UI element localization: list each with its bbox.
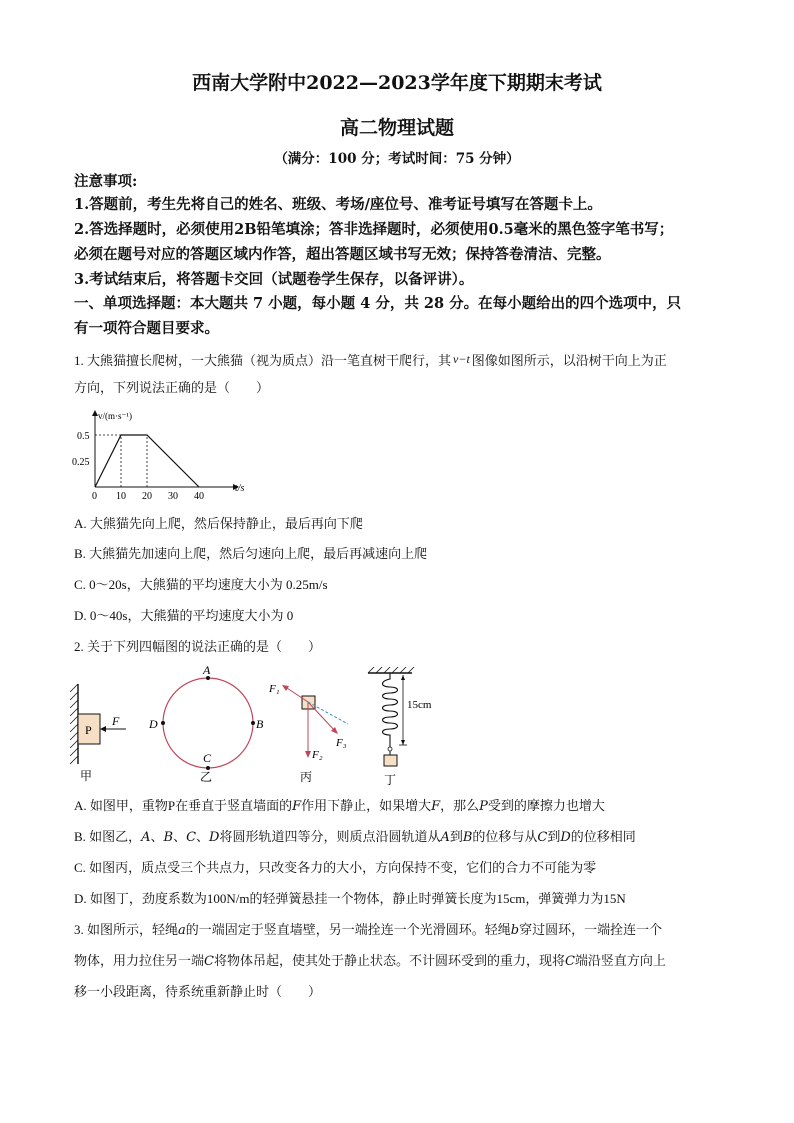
vt-graph — [72, 405, 252, 500]
q1-option-a: A. 大熊猫先向上爬，然后保持静止，最后再向下爬 — [74, 516, 363, 531]
fig-jia-label: 甲 — [80, 769, 93, 783]
exam-title: 西南大学附中2022—2023学年度下期期末考试 — [192, 72, 602, 94]
point-b-label: B — [256, 717, 264, 731]
q1-option-c: C. 0～20s，大熊猫的平均速度大小为 0.25m/s — [74, 577, 328, 592]
exam-subtitle: 高二物理试题 — [339, 117, 454, 139]
x-tick-label: 30 — [168, 491, 178, 500]
hanging-mass — [384, 755, 397, 766]
notes-line-1: 1.答题前，考生先将自己的姓名、班级、考场/座位号、准考证号填写在答题卡上。 — [74, 196, 602, 213]
fig-jia — [66, 680, 146, 785]
q2-option-a: A. 如图甲，重物P在垂直于竖直墙面的𝐹作用下静止，如果增大𝐹，那么𝑃受到的摩擦力也增大 — [74, 798, 605, 813]
q3-stem-line-1: 3. 如图所示，轻绳𝑎的一端固定于竖直墙壁，另一端拴连一个光滑圆环。轻绳𝑏穿过圆环，一端拴连一个 — [74, 922, 663, 937]
spring-length-label: 15cm — [407, 699, 432, 711]
block-p-label: P — [85, 723, 92, 737]
point-a-label: A — [203, 663, 211, 677]
q3-stem-line-2: 物体，用力拉住另一端𝐶将物体吊起，使其处于静止状态。不计圆环受到的重力，现将𝐶端沿竖直方向上 — [74, 953, 666, 968]
q3-stem-line-3: 移一小段距离，待系统重新静止时（ ） — [74, 984, 322, 999]
q1-stem-line-2: 方向，下列说法正确的是（ ） — [74, 380, 270, 395]
q2-option-d: D. 如图丁，劲度系数为100N/m的轻弹簧悬挂一个物体，静止时弹簧长度为15cm，弹簧弹力为15N — [74, 891, 626, 906]
fig-bing — [262, 676, 352, 786]
y-tick-label: 0.5 — [77, 431, 90, 442]
notes-heading: 注意事项: — [74, 173, 138, 190]
fig-yi — [140, 660, 275, 785]
notes-line-2a: 2.答选择题时，必须使用2B铅笔填涂；答非选择题时，必须使用0.5毫米的黑色签字笔书写； — [74, 221, 674, 238]
q1-stem-post: 图像如图所示，以沿树干向上为正 — [471, 353, 667, 368]
q2-option-c: C. 如图丙，质点受三个共点力，只改变各力的大小，方向保持不变，它们的合力不可能为零 — [74, 860, 597, 875]
q1-stem-pre: 1. 大熊猫擅长爬树，一大熊猫（视为质点）沿一笔直树干爬行，其 — [74, 353, 452, 368]
exam-meta: （满分：100 分；考试时间：75 分钟） — [274, 151, 520, 167]
q2-option-b: B. 如图乙，𝐴、𝐵、𝐶、𝐷将圆形轨道四等分，则质点沿圆轨道从𝐴到𝐵的位移与从𝐶到𝐷的位移相同 — [74, 829, 636, 844]
x-tick-label: 20 — [142, 491, 152, 500]
fig-yi-label: 乙 — [200, 770, 213, 784]
section-heading-1: 一、单项选择题：本大题共 7 小题，每小题 4 分，共 28 分。在每小题给出的四个选项中，只 — [74, 295, 682, 312]
x-tick-label: 10 — [116, 491, 126, 500]
q1-stem-math: v−t — [453, 352, 470, 366]
q2-stem: 2. 关于下列四幅图的说法正确的是（ ） — [74, 639, 322, 654]
notes-line-2b: 必须在题号对应的答题区域内作答，超出答题区域书写无效；保持答卷清洁、完整。 — [74, 246, 611, 263]
section-heading-2: 有一项符合题目要求。 — [74, 320, 219, 337]
fig-ding — [360, 665, 450, 787]
q1-option-b: B. 大熊猫先加速向上爬，然后匀速向上爬，最后再减速向上爬 — [74, 546, 428, 561]
q1-stem-line-1 — [74, 349, 667, 371]
fig-ding-label: 丁 — [384, 773, 397, 787]
fig-bing-label: 丙 — [300, 770, 313, 784]
x-tick-label: 40 — [194, 491, 204, 500]
point-c-label: C — [203, 751, 212, 765]
force-f3-label: F₃ — [336, 737, 347, 749]
x-tick-label: 0 — [92, 491, 97, 500]
point-d-label: D — [149, 717, 158, 731]
spring — [383, 673, 398, 747]
force-f-label: F — [112, 714, 120, 728]
force-f2-label: F₂ — [312, 749, 323, 761]
force-f1-label: F₁ — [269, 683, 280, 695]
notes-line-3: 3.考试结束后，将答题卡交回（试题卷学生保存，以备评讲）。 — [74, 271, 474, 288]
y-tick-label: 0.25 — [72, 457, 90, 468]
q1-option-d: D. 0～40s，大熊猫的平均速度大小为 0 — [74, 608, 294, 623]
y-axis-label: v/(m·s⁻¹) — [98, 411, 132, 421]
x-axis-label: t/s — [235, 483, 245, 494]
